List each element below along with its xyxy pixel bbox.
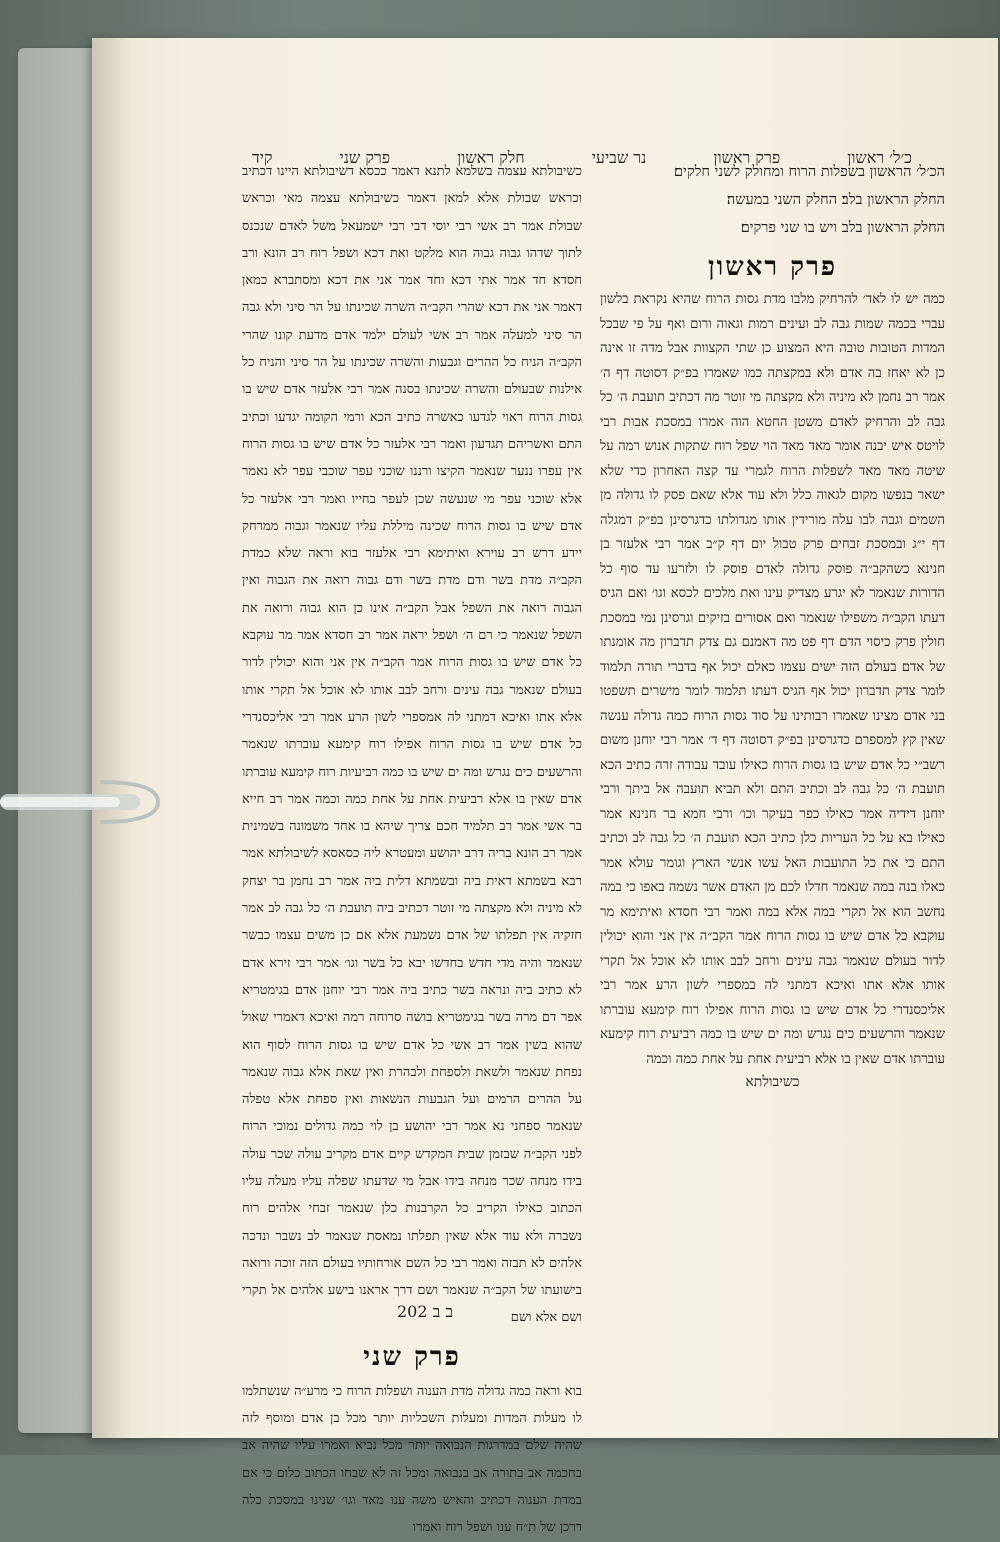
header-item: קיד <box>252 148 273 167</box>
paper-clip-icon <box>0 776 160 828</box>
signature-mark: 202 ב ב <box>397 1302 454 1321</box>
intro-line: החלק הראשון בלב׃ החלק השני במעשה׃ <box>726 192 945 208</box>
body-text: כמה יש לו לאד׳ להרחיק מלבו מדת גסות הרוח שהיא נקראת בלשון עברי בכמה שמות גבה לב ועינים רמות וגאוה ורום ואף על פי שבכל המדות הטובות טובה היא המצוע כן שתי הקצוות אבל מדה זו אינה כן לא יאחז בה אדם ולא במקצתה כמו שאמרו בפ״ק דסוטה דף ה׳ אמר רב נחמן לא מיניה ולא מקצתה מי זוטר מה דכתיב תועבת ה׳ כל גבה לב והרחיק לאדם משטן החטא הוה אמרו במסכת אבות רבי לויטס איש יבנה אומר מאד מאד הוי שפל רוח שתקות אנוש רמה על שיטה מאד מאד לשפלות הרוח לגמרי עד קצה האחרון כדי שלא ישאר בנפשו מקום לגאוה כלל ולא עוד אלא שאם פסק לו גדולה מן השמים וגבה לבו עלה מורידין אותו מגדולתו כדגרסינן בפ״ק דמגלה דף י״ג ובמסכת זבחים פרק טבול יום דף ק״ב אמר רבי אלעזר בן חנינא כשהקב״ה פוסק גדולה לאדם פוסק לו ולזרעו עד סוף כל הדורות שנאמר לא יגרע מצדיק עינו ואת מלכים לכסא וגו׳ ואם הגיס דעתו הקב״ה משפילו שנאמר ואם אסורים בזיקים וגרסינן נמי במסכת חולין פרק כיסוי הדם דף פט מה דאמנם גם צדק תדברון מה אומנתו של אדם בעולם הזה ישים עצמו כאלם יכול אף בדברי תורה תלמוד לומר צדק תדברון יכול אף הגיס דעתו תלמוד לומר מישרים תשפטו בני אדם מצינו שאמרו רבותינו על סוד גסות הרוח כמה גדולה ענשה שאין קץ למספרם כדגרסינן בפ״ק דסוטה דף ד׳ אמר רבי יוחנן משום רשב״י כל אדם שיש בו גסות הרוח כאילו עובד עבודה זרה כתיב הכא תועבת ה׳ כל גבה לב וכתיב התם ולא תביא תועבה אל ביתך ורבי יוחנן דידיה אמר כאילו כפר בעיקר וכו׳ ורבי חמא בר חנינא אמר כאילו בא על כל העריות כלן כתיב הכא תועבת ה׳ כל גבה לב וכתיב התם כי את כל התועבות האל עשו אנשי הארץ וגומר עולא אמר כאלו בנה במה שנאמר חדלו לכם מן האדם אשר נשמה באפו כי במה נחשב הוא אל תקרי במה אלא במה ואמר רבי חסדא ואיתימא מר עוקבא כל אדם שיש בו גסות הרוח אמר הקב״ה אין אני והוא יכולין לדור בעולם שנאמר גבה עינים ורחב לבב אותו לא אוכל אל תקרי אותו אלא אתו ואיכא דמתני לה במספרי לשון הרע אמר רבי אליכסנדרי כל אדם שיש בו גסות הרוח אפילו רוח קימעא עוברתו שנאמר והרשעים כים נגרש ומה ים שיש בו כמה רביעית רוח קימעא עוברתו אדם שאין בו אלא רביעית אחת על אחת כמה וכמה <box>600 292 945 1067</box>
header-item: פרק שני <box>339 148 391 167</box>
chapter-heading: פרק ראשון <box>707 252 838 282</box>
body-text: בוא וראה כמה גדולה מדת הענוה ושפלות הרוח כי מרע״ה שנשתלמו לו מעלות המדות ומעלות השכליות יותר מכל בן אדם ומוסף לזה שהיה שלם במדרגות הנבואה יותר מכל נביא ואמרו עליו שהיה אב בחכמה אב בתורה אב בנבואה ומכל זה לא שבחו הכתוב כלום כי אם במדת הענוה דכתיב והאיש משה ענו מאד וגו׳ שנינו במסכת כלה דרכן של ת״ח ענו ושפל רוח ואמרו <box>242 1383 582 1536</box>
header-item: כ׳ל׳ ראשון <box>847 148 912 167</box>
header-item: נר שביעי <box>591 148 647 167</box>
intro-line: החלק הראשון בלב ויש בו שני פרקים׃ <box>740 220 945 236</box>
header-item: פרק ראשון <box>713 148 781 167</box>
left-column <box>242 158 582 1536</box>
body-text: כשיבולתא עצמה בשלמא לתנא דאמר ככסא דשיבולתא היינו דכתיב וכראש שבולת אלא למאן דאמר כשיבולתא עצמה מאי וכראש שבולת אמר רב אשי רבי יוסי דבי רבי ישמעאל משל לאדם שנכנס לתוך שדהו גבוה גבוה הוא מלקט ואת דכא ושפל רוח רב הונא ורב חסדא חד אמר אתי דכא וחד אמר אני את דכא ומסתברא כמאן דאמר אני את דכא שהרי הקב״ה השרה שכינתו על הר סיני ולא גבה הר סיני למעלה אמר רב אשי לעולם ילמד אדם מדעת קונו שהרי הקב״ה הניח כל ההרים וגבעות והשרה שכינתו על הר סיני והניח כל אילנות שבעולם והשרה שכינתו בסנה אמר רבי אלעזר אדם שיש בו גסות הרוח ראוי לגדעו כאשרה כתיב הכא ורמי הקומה יגדעו וכתיב התם ואשריהם תגדעון ואמר רבי אלעזר כל אדם שיש בו גסות הרוח אין עפרו ננער שנאמר הקיצו ורננו שוכני עפר שוכבי עפר לא נאמר אלא שוכני עפר מי שנעשה שכן לעפר בחייו ואמר רבי אלעזר כל אדם שיש בו גסות הרוח שכינה מיללת עליו שנאמר וגבוה ממרחק יידע דרש רב עוירא ואיתימא רבי אלעזר בוא וראה שלא כמדת הקב״ה מדת בשר ודם מדת בשר ודם גבוה רואה את הגבוה ואין הגבוה רואה את השפל אבל הקב״ה אינו כן הוא גבוה ורואה את השפל שנאמר כי רם ה׳ ושפל יראה אמר רב חסדא אמר מר עוקבא כל אדם שיש בו גסות הרוח אמר הקב״ה אין אני והוא יכולין לדור בעולם שנאמר גבה עינים ורחב לבב אותו לא אוכל אל תקרי אותו אלא אתו ואיכא דמתני לה אמספרי לשון הרע אמר רבי אליכסנדרי כל אדם שיש בו גסות הרוח אפילו רוח קימעא עוברתו שנאמר והרשעים כים נגרש ומה ים שיש בו כמה רביעיות רוח קימעא עוברתו אדם שאין בו אלא רביעית אחת על אחת כמה וכמה אמר רב חייא בר אשי אמר רב תלמיד חכם צריך שיהא בו אחד משמונה בשמינית אמר רב הונא בריה דרב יהושע ומעטרא ליה כסאסא לשיבולתא אמר רבא בשמתא דאית ביה ובשמתא דלית ביה אמר רב נחמן בר יצחק לא מיניה ולא מקצתה מי זוטר דכתיב ביה תועבת ה׳ כל גבה לב אמר חזקיה אין תפלתו של אדם נשמעת אלא אם כן משים עצמו כבשר שנאמר והיה מדי חדש בחדשו יבא כל בשר וגו׳ אמר רבי זירא אדם לא כתיב ביה ונראה בשר כתיב ביה אמר רבי יוחנן אדם בגימטריא אפר דם מרה בשר בגימטריא בושה סרוחה רמה ואיכא דאמרי שאול שהוא בשין אמר רב אשי כל אדם שיש בו גסות הרוח לסוף הוא נפחת שנאמר ולשאת ולספחת ולבהרת ואין שאת אלא גבוה שנאמר על ההרים הרמים ועל הגבעות הנשאות ואין ספחת אלא טפלה שנאמר ספחני נא אמר רבי יהושע בן לוי כמה גדולים נמוכי הרוח לפני הקב״ה שבזמן שבית המקדש קיים אדם מקריב עולה שכר עולה בידו מנחה שכר מנחה בידו אבל מי שדעתו שפלה עליו מעלה עליו הכתוב כאילו הקריב כל הקרבנות כלן שנאמר זבחי אלהים רוח נשברה ולא עוד אלא שאין תפלתו נמאסת שנאמר לב נשבר ונדכה אלהים לא תבזה ואמר רבי כל השם אורחותיו בעולם הזה זוכה ורואה בישועתו של הקב״ה שנאמר ושם דרך אראנו בישע אלהים אל תקרי ושם אלא ושם <box>242 164 582 1326</box>
catchword: כשיבולתא <box>745 1074 800 1090</box>
intro-line: הכ׳ל׳ הראשון בשפלות הרוח ומחולק לשני חלקים׃ <box>673 164 945 180</box>
book-page <box>92 38 998 1536</box>
chapter-heading: פרק שני <box>363 1341 461 1372</box>
right-column <box>600 158 945 1338</box>
header-item: חלק ראשון <box>457 148 525 167</box>
